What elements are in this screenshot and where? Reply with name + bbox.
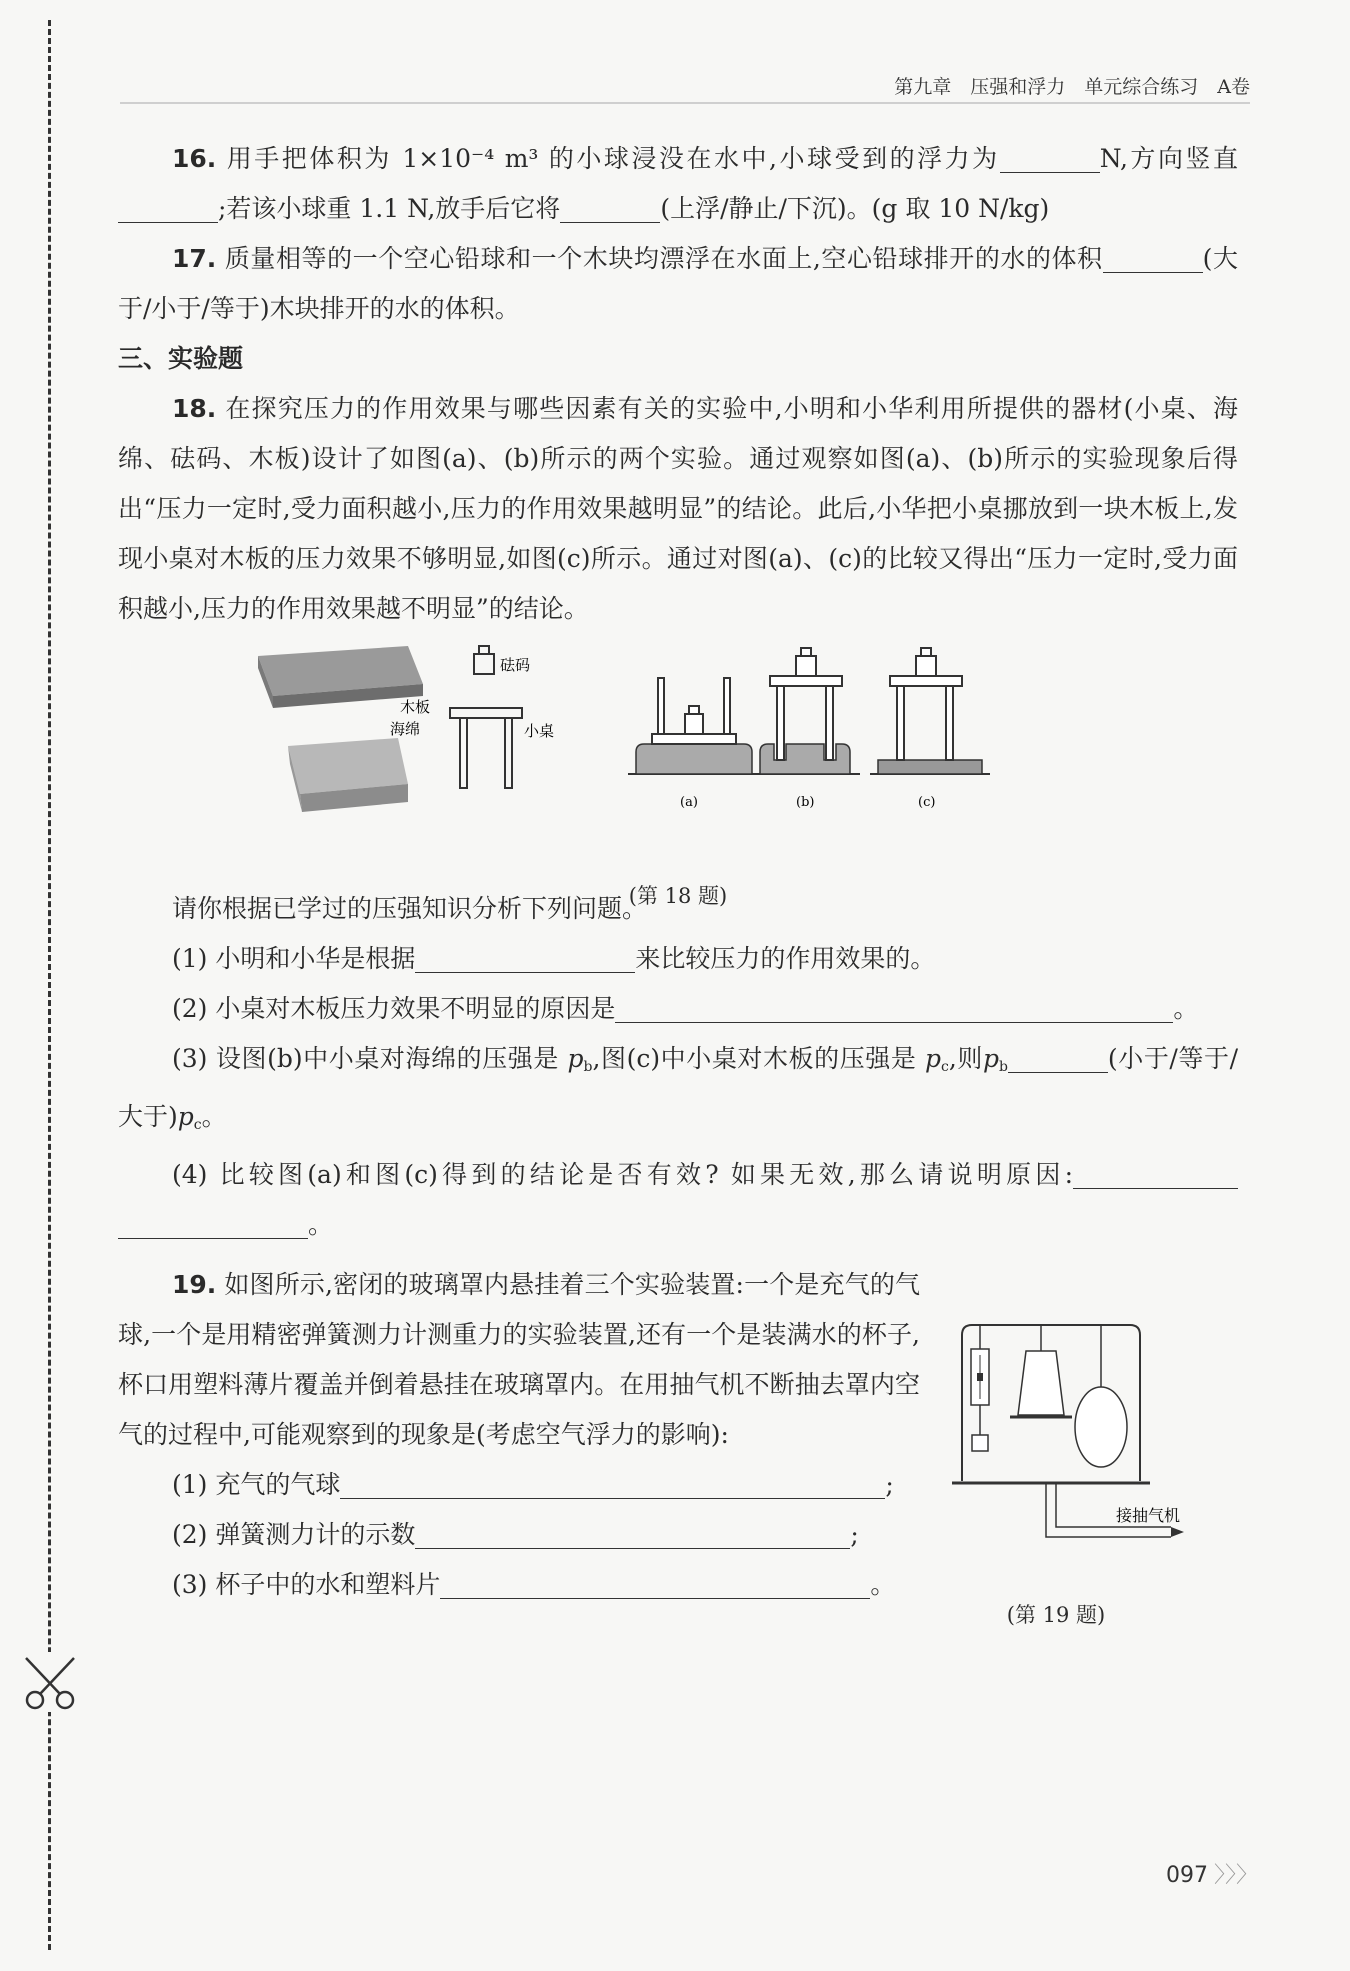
answer-blank[interactable] xyxy=(615,988,1173,1023)
answer-blank[interactable] xyxy=(415,938,635,973)
answer-blank[interactable] xyxy=(1000,138,1100,173)
answer-blank[interactable] xyxy=(118,188,218,223)
page-content xyxy=(118,134,1238,1627)
answer-blank[interactable] xyxy=(415,1514,850,1549)
label-sponge: 海绵 xyxy=(390,720,421,738)
question-number: 17. xyxy=(172,244,217,273)
question-18: 18. 在探究压力的作用效果与哪些因素有关的实验中,小明和小华利用所提供的器材(小桌、海绵、砝码、木板)设计了如图(a)、(b)所示的两个实验。通过观察如图(a)、(b)所示的实验现象后得出“压力一定时,受力面积越小,压力的作用效果越明显”的结论。此后,小华把小桌挪放到一块木板上,发现小桌对木板的压力效果不够明显,如图(c)所示。通过对图(a)、(c)的比较又得出“压力一定时,受力面积越小,压力的作用效果越不明显”的结论。 xyxy=(118,394,1238,623)
label-a: (a) xyxy=(680,795,698,810)
label-c: (c) xyxy=(918,795,936,810)
q19-sub1: (1) 充气的气球 ; xyxy=(118,1460,920,1510)
question-number: 19. xyxy=(172,1270,217,1299)
q18-sub1: (1) 小明和小华是根据 来比较压力的作用效果的。 xyxy=(118,934,1238,984)
answer-blank[interactable] xyxy=(1008,1038,1108,1073)
answer-blank[interactable] xyxy=(560,188,660,223)
label-weight: 砝码 xyxy=(500,656,531,674)
q18-sub2: (2) 小桌对木板压力效果不明显的原因是 。 xyxy=(118,984,1238,1034)
answer-blank[interactable] xyxy=(1103,238,1203,273)
page-footer xyxy=(1166,1858,1258,1889)
figure-19-caption: (第 19 题) xyxy=(1006,1603,1106,1627)
figure-18-caption: (第 18 题) xyxy=(628,884,728,908)
page-header xyxy=(120,72,1250,104)
question-17: 17. 质量相等的一个空心铅球和一个木块均漂浮在水面上,空心铅球排开的水的体积 (大于/小于/等于)木块排开的水的体积。 xyxy=(118,234,1238,334)
answer-blank[interactable] xyxy=(118,1204,308,1239)
header-title: 第九章 压强和浮力 单元综合练习 A卷 xyxy=(884,72,1250,99)
arrows-icon: 〉〉〉 xyxy=(1213,1863,1258,1888)
pressure-experiment-diagram xyxy=(118,634,1238,844)
pump-label: 接抽气机 xyxy=(1116,1506,1181,1525)
label-board: 木板 xyxy=(400,698,431,716)
q18-sub4: (4) 比较图(a)和图(c)得到的结论是否有效? 如果无效,那么请说明原因: 。 xyxy=(118,1150,1238,1250)
answer-blank[interactable] xyxy=(1073,1154,1238,1189)
figure-18 xyxy=(118,634,1238,908)
question-number: 18. xyxy=(172,394,217,423)
q18-intro: 请你根据已学过的压强知识分析下列问题。 xyxy=(172,894,648,923)
page-number: 097 xyxy=(1165,1863,1208,1888)
answer-blank[interactable] xyxy=(440,1564,870,1599)
scissors-icon xyxy=(20,1652,80,1712)
q18-sub3: (3) 设图(b)中小桌对海绵的压强是 $p_b$,图(c)中小桌对木板的压强是 $p_c$,则$p_b$ (小于/等于/大于)$p_c$。 xyxy=(118,1034,1238,1150)
question-19: 19. 如图所示,密闭的玻璃罩内悬挂着三个实验装置:一个是充气的气球,一个是用精密弹簧测力计测重力的实验装置,还有一个是装满水的杯子,杯口用塑料薄片覆盖并倒着悬挂在玻璃罩内。在用抽气机不断抽去罩内空气的过程中,可能观察到的现象是(考虑空气浮力的影响): (1) 充气的气球 ; (2) 弹簧测力计的示数 ; (3) 杯子中的水和塑料片 。 接抽气机 (第 19 题) xyxy=(118,1260,1238,1610)
q19-sub2: (2) 弹簧测力计的示数 ; xyxy=(118,1510,920,1560)
q19-sub3: (3) 杯子中的水和塑料片 。 xyxy=(118,1560,920,1610)
label-table: 小桌 xyxy=(524,722,555,740)
bell-jar-diagram xyxy=(946,1315,1236,1565)
question-number: 16. xyxy=(172,144,217,173)
question-16: 16. 用手把体积为 1×10⁻⁴ m³ 的小球浸没在水中,小球受到的浮力为 N,方向竖直;若该小球重 1.1 N,放手后它将 (上浮/静止/下沉)。(g 取 10 N/kg) xyxy=(118,134,1238,234)
answer-blank[interactable] xyxy=(340,1464,885,1499)
figure-19 xyxy=(946,1315,1236,1627)
section-title: 三、实验题 xyxy=(118,344,244,373)
label-b: (b) xyxy=(796,795,815,810)
